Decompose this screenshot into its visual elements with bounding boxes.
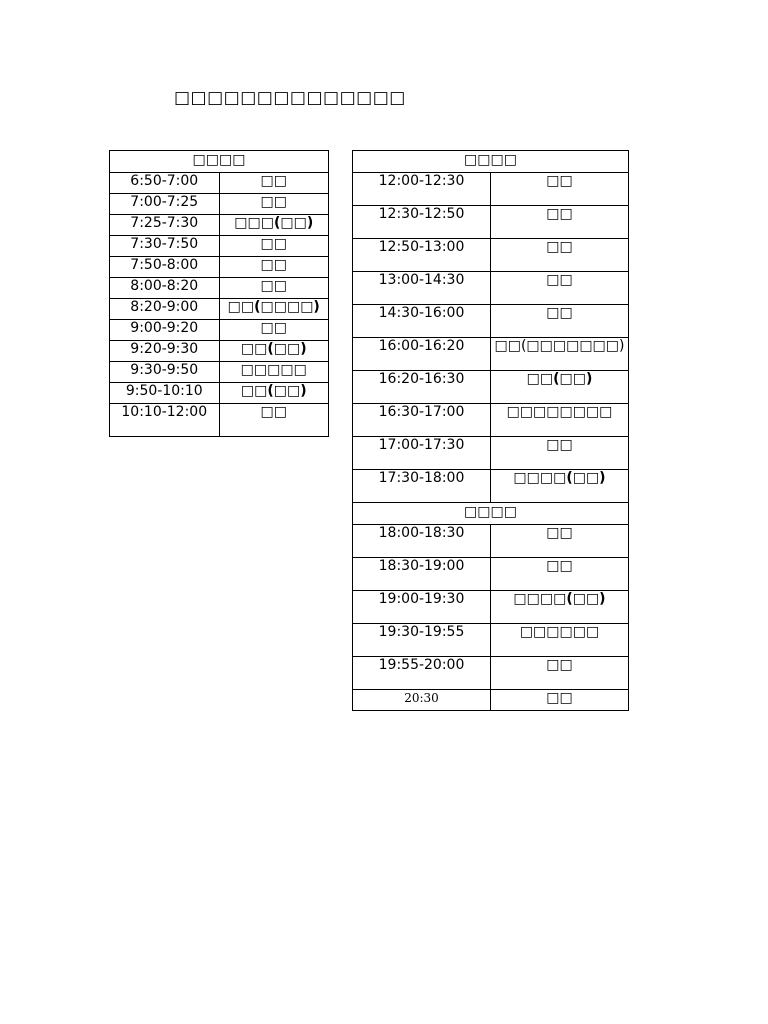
activity-cell: □□ <box>491 206 629 239</box>
table-row <box>353 404 629 437</box>
activity-cell: □□ <box>219 404 329 437</box>
time-cell: 16:30-17:00 <box>353 404 491 437</box>
time-cell: 9:20-9:30 <box>110 341 220 362</box>
activity-cell: □□ <box>491 272 629 305</box>
time-cell: 14:30-16:00 <box>353 305 491 338</box>
activity-cell: □□ <box>491 657 629 690</box>
activity-cell: □□ <box>491 558 629 591</box>
activity-cell: □□□□(□□) <box>491 591 629 624</box>
time-cell: 10:10-12:00 <box>110 404 220 437</box>
time-cell: 7:00-7:25 <box>110 194 220 215</box>
table-row <box>353 591 629 624</box>
activity-cell: □□ <box>491 239 629 272</box>
morning-schedule-table <box>109 150 329 437</box>
table-row <box>110 194 329 215</box>
table-row <box>353 305 629 338</box>
table-row <box>110 362 329 383</box>
time-cell: 20:30 <box>353 690 491 711</box>
activity-cell: □□□□□□□□ <box>491 404 629 437</box>
activity-cell: □□ <box>491 525 629 558</box>
table-row <box>110 215 329 236</box>
time-cell: 7:50-8:00 <box>110 257 220 278</box>
time-cell: 16:00-16:20 <box>353 338 491 371</box>
activity-cell: □□ <box>219 257 329 278</box>
table-row <box>110 320 329 341</box>
activity-cell: □□□(□□) <box>219 215 329 236</box>
afternoon-evening-schedule-table <box>352 150 629 711</box>
table-row <box>353 558 629 591</box>
time-cell: 9:50-10:10 <box>110 383 220 404</box>
table-row <box>110 404 329 437</box>
activity-cell: □□(□□□□□□□) <box>491 338 629 371</box>
table-row <box>110 278 329 299</box>
table-row <box>353 371 629 404</box>
time-cell: 8:00-8:20 <box>110 278 220 299</box>
table-row <box>353 206 629 239</box>
time-cell: 19:00-19:30 <box>353 591 491 624</box>
time-cell: 17:30-18:00 <box>353 470 491 503</box>
time-cell: 12:30-12:50 <box>353 206 491 239</box>
activity-cell: □□(□□) <box>219 341 329 362</box>
time-cell: 16:20-16:30 <box>353 371 491 404</box>
activity-cell: □□□□(□□) <box>491 470 629 503</box>
activity-cell: □□(□□) <box>219 383 329 404</box>
time-cell: 7:25-7:30 <box>110 215 220 236</box>
activity-cell: □□(□□□□) <box>219 299 329 320</box>
morning-header: □□□□ <box>110 151 329 173</box>
table-row <box>353 657 629 690</box>
activity-cell: □□ <box>491 690 629 711</box>
activity-cell: □□ <box>491 305 629 338</box>
time-cell: 19:30-19:55 <box>353 624 491 657</box>
activity-cell: □□ <box>491 437 629 470</box>
activity-cell: □□ <box>219 194 329 215</box>
time-cell: 12:50-13:00 <box>353 239 491 272</box>
time-cell: 13:00-14:30 <box>353 272 491 305</box>
activity-cell: □□ <box>491 173 629 206</box>
time-cell: 6:50-7:00 <box>110 173 220 194</box>
table-row <box>353 690 629 711</box>
table-row <box>353 470 629 503</box>
activity-cell: □□□□□ <box>219 362 329 383</box>
table-row <box>110 236 329 257</box>
activity-cell: □□ <box>219 278 329 299</box>
table-row <box>353 272 629 305</box>
time-cell: 17:00-17:30 <box>353 437 491 470</box>
table-row <box>353 338 629 371</box>
afternoon-header: □□□□ <box>353 151 629 173</box>
activity-cell: □□ <box>219 320 329 341</box>
table-row <box>110 299 329 320</box>
time-cell: 8:20-9:00 <box>110 299 220 320</box>
time-cell: 9:30-9:50 <box>110 362 220 383</box>
table-row <box>353 437 629 470</box>
table-row <box>110 341 329 362</box>
time-cell: 7:30-7:50 <box>110 236 220 257</box>
activity-cell: □□(□□) <box>491 371 629 404</box>
table-row <box>353 239 629 272</box>
evening-header: □□□□ <box>353 503 629 525</box>
table-row <box>353 173 629 206</box>
table-row <box>110 383 329 404</box>
time-cell: 18:30-19:00 <box>353 558 491 591</box>
activity-cell: □□□□□□ <box>491 624 629 657</box>
time-cell: 12:00-12:30 <box>353 173 491 206</box>
table-row <box>110 257 329 278</box>
time-cell: 9:00-9:20 <box>110 320 220 341</box>
time-cell: 18:00-18:30 <box>353 525 491 558</box>
activity-cell: □□ <box>219 173 329 194</box>
time-cell: 19:55-20:00 <box>353 657 491 690</box>
table-row <box>353 525 629 558</box>
table-row <box>353 624 629 657</box>
activity-cell: □□ <box>219 236 329 257</box>
table-row <box>110 173 329 194</box>
page-title: □□□□□□□□□□□□□□ <box>174 88 406 108</box>
